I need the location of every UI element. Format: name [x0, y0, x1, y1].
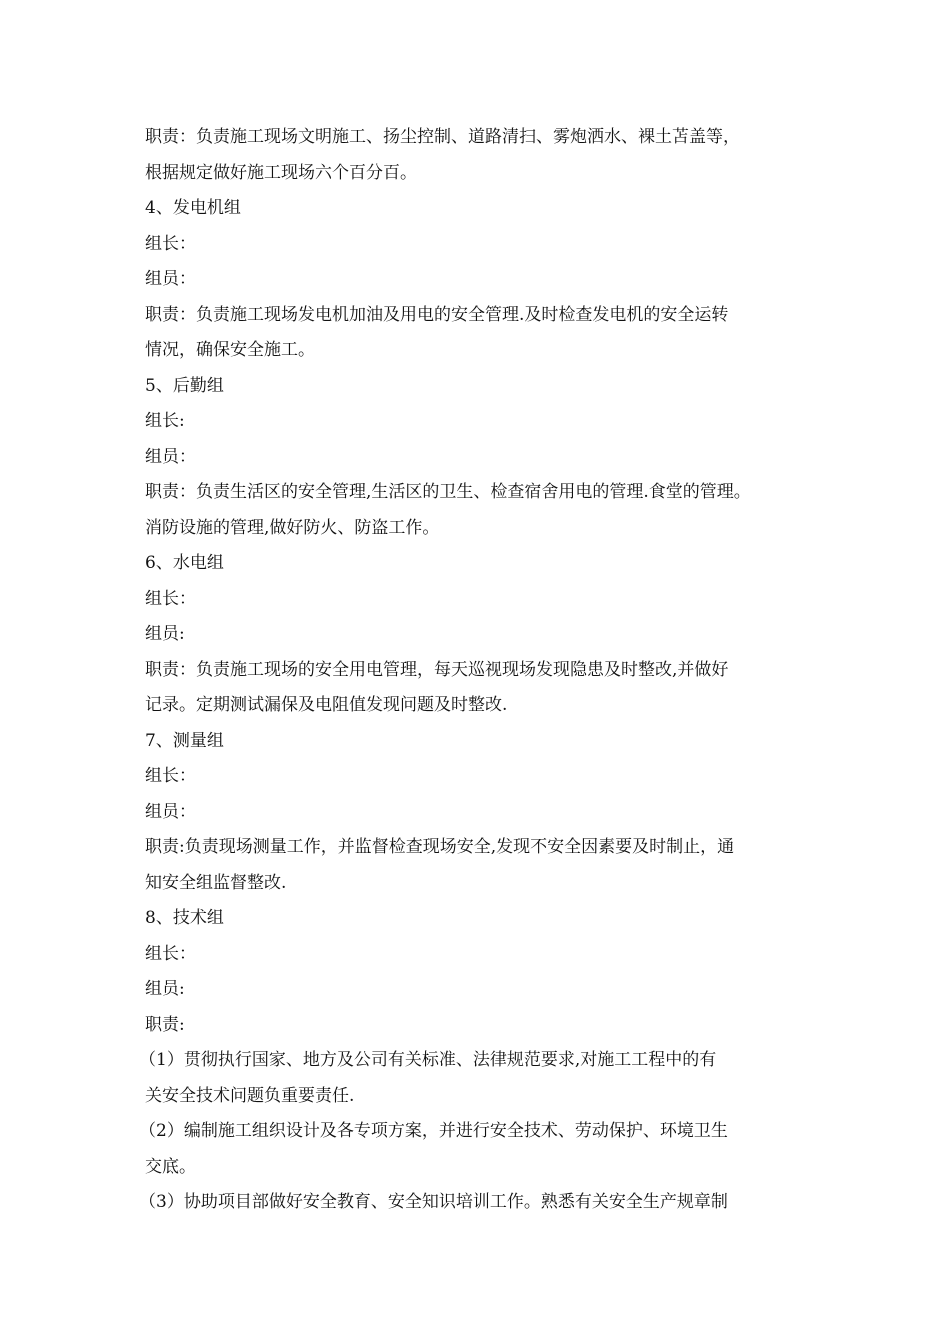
text-line: 组长：	[145, 588, 196, 609]
section-heading: 7、测量组	[145, 730, 224, 751]
text-line: 知安全组监督整改.	[145, 872, 287, 893]
text-line: 消防设施的管理,做好防火、防盗工作。	[145, 517, 440, 538]
text-line: 职责：负责施工现场发电机加油及用电的安全管理.及时检查发电机的安全运转	[145, 304, 729, 325]
text-line: 组长：	[145, 943, 196, 964]
numbered-item: （2）编制施工组织设计及各专项方案，并进行安全技术、劳动保护、环境卫生	[139, 1121, 728, 1141]
text-line: 组长：	[145, 766, 196, 786]
text-line: 组员：	[145, 446, 196, 467]
numbered-item: （1）贯彻执行国家、地方及公司有关标准、法律规范要求,对施工工程中的有	[139, 1050, 717, 1070]
text-line: 根据规定做好施工现场六个百分百。	[145, 162, 417, 183]
section-heading: 6、水电组	[145, 553, 224, 573]
text-line: 组员：	[145, 269, 196, 289]
document-body	[139, 120, 825, 1221]
text-line: 职责：负责施工现场文明施工、扬尘控制、道路清扫、雾炮洒水、裸土苫盖等，	[145, 127, 740, 147]
section-heading: 8、技术组	[145, 908, 224, 928]
text-line: 职责：负责施工现场的安全用电管理，每天巡视现场发现隐患及时整改,并做好	[145, 659, 729, 680]
text-line: 组员:	[145, 624, 185, 644]
text-line: 职责：负责生活区的安全管理,生活区的卫生、检查宿舍用电的管理.食堂的管理。	[145, 482, 751, 502]
text-line: 组长:	[145, 411, 185, 431]
section-heading: 4、发电机组	[145, 198, 241, 218]
text-line: 关安全技术问题负重要责任.	[145, 1085, 355, 1106]
text-line: 组长：	[145, 233, 196, 254]
text-line: 组员：	[145, 801, 196, 822]
text-line: 情况，确保安全施工。	[145, 340, 315, 360]
section-heading: 5、后勤组	[145, 375, 224, 396]
text-line: 职责:	[145, 1014, 185, 1035]
numbered-item: （3）协助项目部做好安全教育、安全知识培训工作。熟悉有关安全生产规章制	[139, 1192, 728, 1212]
text-line: 交底。	[145, 1156, 196, 1177]
text-line: 组员:	[145, 979, 185, 999]
text-line: 职责:负责现场测量工作，并监督检查现场安全,发现不安全因素要及时制止，通	[145, 837, 735, 857]
text-line: 记录。定期测试漏保及电阻值发现问题及时整改.	[145, 695, 508, 715]
